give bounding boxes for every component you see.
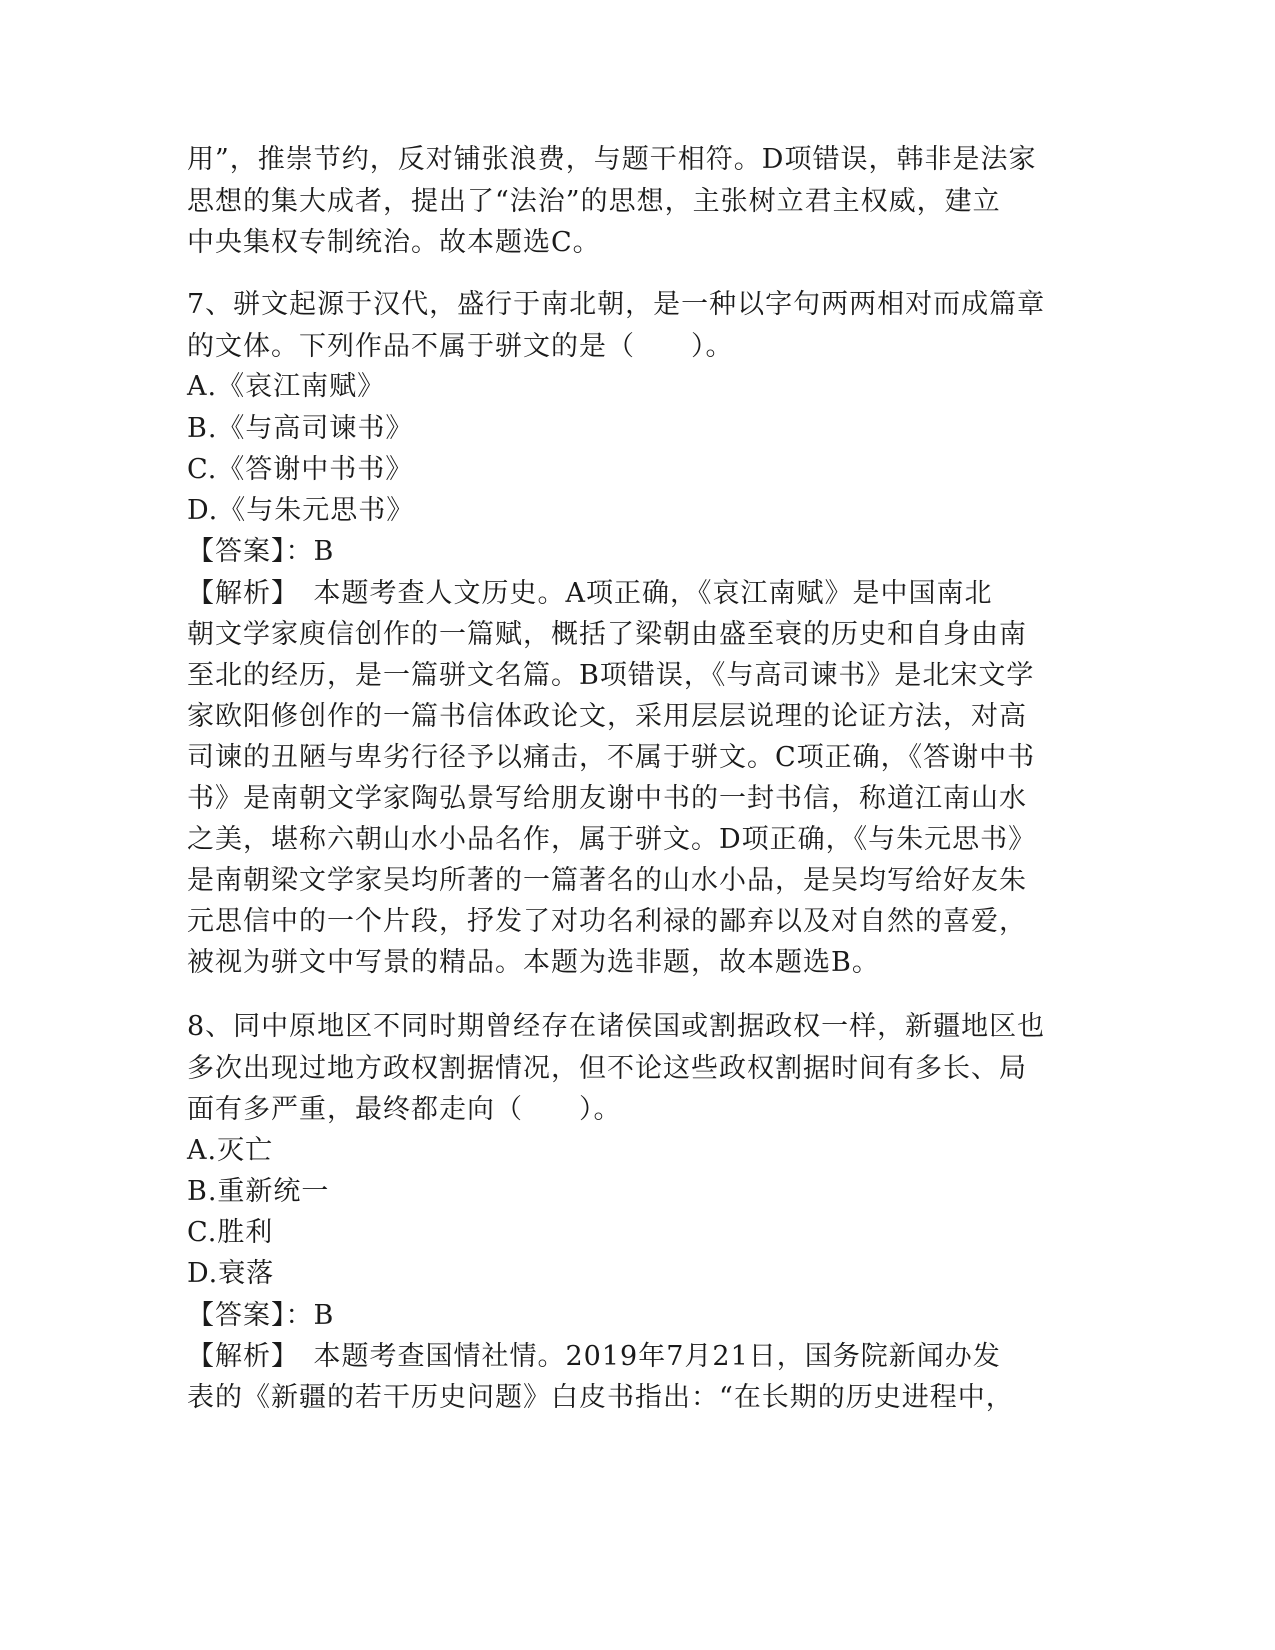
q7-option-c: C.《答谢中书书》 bbox=[187, 454, 414, 485]
q7-analysis-line: 被视为骈文中写景的精品。本题为选非题，故本题选B。 bbox=[187, 947, 880, 978]
q7-option-a: A.《哀江南赋》 bbox=[187, 371, 386, 402]
q8-stem-line: 8、同中原地区不同时期曾经存在诸侯国或割据政权一样，新疆地区也 bbox=[187, 1011, 1046, 1042]
q7-analysis-line: 元思信中的一个片段，抒发了对功名利禄的鄙弃以及对自然的喜爱， bbox=[187, 906, 1027, 937]
q7-option-b: B.《与高司谏书》 bbox=[187, 413, 414, 444]
q8-option-a: A.灭亡 bbox=[187, 1135, 274, 1166]
q7-analysis-line: 是南朝梁文学家吴均所著的一篇著名的山水小品，是吴均写给好友朱 bbox=[187, 865, 1027, 896]
q7-analysis-line: 至北的经历，是一篇骈文名篇。B项错误，《与高司谏书》是北宋文学 bbox=[187, 660, 1035, 691]
q7-analysis-line: 【解析】 本题考查人文历史。A项正确，《哀江南赋》是中国南北 bbox=[187, 578, 993, 609]
q8-option-d: D.衰落 bbox=[187, 1258, 275, 1289]
q7-analysis-line: 家欧阳修创作的一篇书信体政论文，采用层层说理的论证方法，对高 bbox=[187, 701, 1027, 732]
q7-analysis-line: 书》是南朝文学家陶弘景写给朋友谢中书的一封书信，称道江南山水 bbox=[187, 783, 1027, 814]
q7-analysis-line: 朝文学家庾信创作的一篇赋，概括了梁朝由盛至衰的历史和自身由南 bbox=[187, 619, 1027, 650]
q7-answer: 【答案】：B bbox=[187, 536, 335, 567]
q7-analysis-line: 司谏的丑陋与卑劣行径予以痛击，不属于骈文。C项正确，《答谢中书 bbox=[187, 742, 1036, 773]
q8-option-c: C.胜利 bbox=[187, 1217, 274, 1248]
q8-stem-line: 面有多严重，最终都走向（ ）。 bbox=[187, 1094, 622, 1125]
q8-analysis-line: 表的《新疆的若干历史问题》白皮书指出：“在长期的历史进程中， bbox=[187, 1382, 1014, 1413]
prev-explanation-line: 思想的集大成者，提出了“法治”的思想，主张树立君主权威，建立 bbox=[187, 186, 1001, 217]
prev-explanation-line: 用”，推崇节约，反对铺张浪费，与题干相符。D项错误，韩非是法家 bbox=[187, 144, 1037, 175]
q8-answer: 【答案】：B bbox=[187, 1300, 335, 1331]
q7-stem-line: 7、骈文起源于汉代，盛行于南北朝，是一种以字句两两相对而成篇章 bbox=[187, 289, 1046, 320]
q7-stem-line: 的文体。下列作品不属于骈文的是（ ）。 bbox=[187, 331, 734, 362]
q8-option-b: B.重新统一 bbox=[187, 1176, 330, 1207]
q8-analysis-line: 【解析】 本题考查国情社情。2019年7月21日，国务院新闻办发 bbox=[187, 1341, 1001, 1372]
q7-option-d: D.《与朱元思书》 bbox=[187, 495, 415, 526]
prev-explanation-line: 中央集权专制统治。故本题选C。 bbox=[187, 227, 601, 258]
q7-analysis-line: 之美，堪称六朝山水小品名作，属于骈文。D项正确，《与朱元思书》 bbox=[187, 824, 1037, 855]
q8-stem-line: 多次出现过地方政权割据情况，但不论这些政权割据时间有多长、局 bbox=[187, 1053, 1027, 1084]
